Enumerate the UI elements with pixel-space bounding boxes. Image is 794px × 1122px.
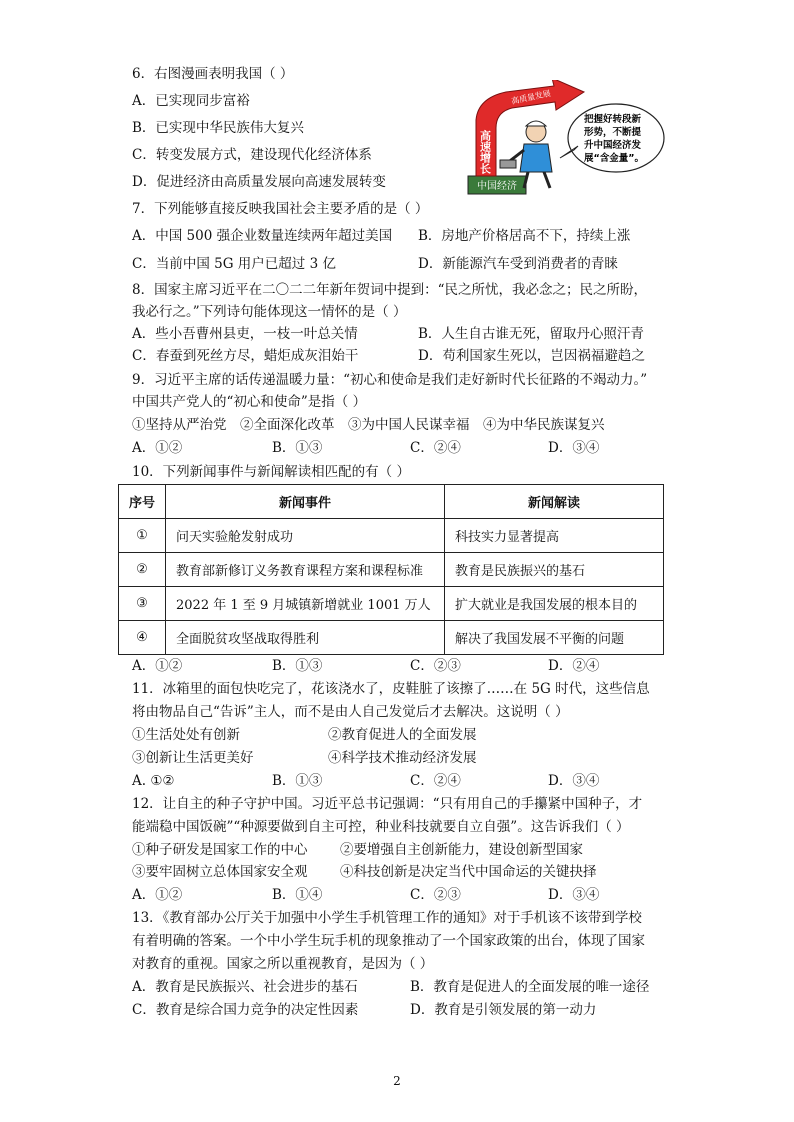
cartoon-sign-text: 中国经济 xyxy=(477,181,517,192)
q7-option-b: B．房地产价格居高不下，持续上涨 xyxy=(418,228,631,244)
row-number: ① xyxy=(119,519,166,553)
q12-option-d: D．③④ xyxy=(548,887,600,903)
q13-stem-line-1: 13．《教育部办公厅关于加强中小学生手机管理工作的通知》对于手机该不该带到学校 xyxy=(132,910,642,926)
row-news-interpretation: 解决了我国发展不平衡的问题 xyxy=(445,621,664,655)
worker-hat xyxy=(526,121,546,126)
q7-option-c: C．当前中国 5G 用户已超过 3 亿 xyxy=(132,256,336,272)
q10-option-b: B．①③ xyxy=(272,658,323,674)
q6-option-a: A．已实现同步富裕 xyxy=(132,93,250,109)
q11-option-b: B．①③ xyxy=(272,773,323,789)
q9-stem-line-1: 9．习近平主席的话传递温暖力量：“初心和使命是我们走好新时代长征路的不竭动力。” xyxy=(132,372,648,388)
row-news-event: 问天实验舱发射成功 xyxy=(166,519,445,553)
row-news-interpretation: 科技实力显著提高 xyxy=(445,519,664,553)
q12-item-3: ③要牢固树立总体国家安全观 xyxy=(132,864,308,880)
q11-option-a: A. ①② xyxy=(132,773,175,789)
q13-option-b: B．教育是促进人的全面发展的唯一途径 xyxy=(410,979,650,995)
row-news-event: 2022 年 1 至 9 月城镇新增就业 1001 万人 xyxy=(166,587,445,621)
q8-option-d: D．苟利国家生死以，岂因祸福避趋之 xyxy=(418,348,645,364)
worker-tool xyxy=(500,160,516,168)
q10-option-d: D．②④ xyxy=(548,658,600,674)
worker-leg-right xyxy=(544,172,550,188)
q7-stem: 7．下列能够直接反映我国社会主要矛盾的是（ ） xyxy=(132,201,429,217)
q7-option-a: A．中国 500 强企业数量连续两年超过美国 xyxy=(132,228,393,244)
q11-stem-line-2: 将由物品自己“告诉”主人，而不是由人自己发觉后才去解决。这说明（ ） xyxy=(132,704,569,720)
economy-cartoon xyxy=(466,80,666,198)
q8-stem-line-2: 我必行之。”下列诗句能体现这一情怀的是（ ） xyxy=(132,304,407,320)
bubble-line-1: 把握好转段新 xyxy=(584,114,642,125)
table-row xyxy=(119,553,664,587)
q11-item-3: ③创新让生活更美好 xyxy=(132,750,254,766)
q11-item-4: ④科学技术推动经济发展 xyxy=(328,750,477,766)
q11-item-2: ②教育促进人的全面发展 xyxy=(328,727,477,743)
arrow-main-text: 高速增长 xyxy=(478,130,492,174)
table-row xyxy=(119,587,664,621)
q6-option-c: C．转变发展方式，建设现代化经济体系 xyxy=(132,147,372,163)
q12-stem-line-2: 能端稳中国饭碗”“种源要做到自主可控，种业科技就要自立自强”。这告诉我们（ ） xyxy=(132,819,630,835)
header-news-event: 新闻事件 xyxy=(166,485,445,519)
table-row xyxy=(119,621,664,655)
row-news-interpretation: 扩大就业是我国发展的根本目的 xyxy=(445,587,664,621)
q9-option-c: C．②④ xyxy=(410,440,461,456)
row-news-event: 全面脱贫攻坚战取得胜利 xyxy=(166,621,445,655)
bubble-line-4: 展“含金量”。 xyxy=(584,153,644,164)
q10-option-a: A．①② xyxy=(132,658,183,674)
table-row xyxy=(119,519,664,553)
row-number: ② xyxy=(119,553,166,587)
q13-option-a: A．教育是民族振兴、社会进步的基石 xyxy=(132,979,358,995)
q13-option-c: C．教育是综合国力竞争的决定性因素 xyxy=(132,1002,359,1018)
q10-option-c: C．②③ xyxy=(410,658,461,674)
q11-stem-line-1: 11．冰箱里的面包快吃完了，花该浇水了，皮鞋脏了该擦了……在 5G 时代，这些信息 xyxy=(132,681,650,697)
q12-item-2: ②要增强自主创新能力，建设创新型国家 xyxy=(340,842,583,858)
worker-leg-left xyxy=(524,172,528,188)
q11-option-c: C．②④ xyxy=(410,773,461,789)
row-number: ③ xyxy=(119,587,166,621)
header-number: 序号 xyxy=(119,485,166,519)
q12-option-b: B．①④ xyxy=(272,887,323,903)
q12-stem-line-1: 12．让自主的种子守护中国。习近平总书记强调：“只有用自己的手攥紧中国种子，才 xyxy=(132,796,643,812)
arrow-top-text: 高质量发展 xyxy=(510,88,552,106)
row-number: ④ xyxy=(119,621,166,655)
q9-option-b: B．①③ xyxy=(272,440,323,456)
bubble-line-3: 升中国经济发 xyxy=(584,140,642,151)
news-table xyxy=(118,484,664,655)
q7-option-d: D．新能源汽车受到消费者的青睐 xyxy=(418,256,618,272)
q9-stem-line-2: 中国共产党人的“初心和使命”是指（ ） xyxy=(132,394,367,410)
q13-stem-line-2: 有着明确的答案。一个中小学生玩手机的现象推动了一个国家政策的出台，体现了国家 xyxy=(132,933,645,949)
q12-item-1: ①种子研发是国家工作的中心 xyxy=(132,842,308,858)
q9-items: ①坚持从严治党 ②全面深化改革 ③为中国人民谋幸福 ④为中华民族谋复兴 xyxy=(132,417,605,433)
q11-item-1: ①生活处处有创新 xyxy=(132,727,240,743)
q8-option-a: A．些小吾曹州县吏，一枝一叶总关情 xyxy=(132,326,358,342)
q10-stem: 10．下列新闻事件与新闻解读相匹配的有（ ） xyxy=(132,464,410,480)
header-news-interpretation: 新闻解读 xyxy=(445,485,664,519)
q13-option-d: D．教育是引领发展的第一动力 xyxy=(410,1002,597,1018)
news-table-header-row xyxy=(119,485,664,519)
q9-option-d: D．③④ xyxy=(548,440,600,456)
q6-option-d: D．促进经济由高质量发展向高速发展转变 xyxy=(132,174,386,190)
q12-option-c: C．②③ xyxy=(410,887,461,903)
q6-option-b: B．已实现中华民族伟大复兴 xyxy=(132,120,304,136)
q13-stem-line-3: 对教育的重视。国家之所以重视教育，是因为（ ） xyxy=(132,956,434,972)
q9-option-a: A．①② xyxy=(132,440,183,456)
q12-option-a: A．①② xyxy=(132,887,183,903)
q8-option-c: C．春蚕到死丝方尽，蜡炬成灰泪始干 xyxy=(132,348,359,364)
q12-item-4: ④科技创新是决定当代中国命运的关键抉择 xyxy=(340,864,597,880)
bubble-line-2: 形势，不断提 xyxy=(584,127,642,138)
row-news-event: 教育部新修订义务教育课程方案和课程标准 xyxy=(166,553,445,587)
row-news-interpretation: 教育是民族振兴的基石 xyxy=(445,553,664,587)
q8-option-b: B．人生自古谁无死，留取丹心照汗青 xyxy=(418,326,644,342)
q8-stem-line-1: 8．国家主席习近平在二〇二二年新年贺词中提到：“民之所忧，我必念之；民之所盼， xyxy=(132,282,647,298)
q6-stem: 6．右图漫画表明我国（ ） xyxy=(132,66,294,82)
worker-body xyxy=(520,144,552,172)
q11-option-d: D．③④ xyxy=(548,773,600,789)
page-number: 2 xyxy=(393,1074,401,1088)
